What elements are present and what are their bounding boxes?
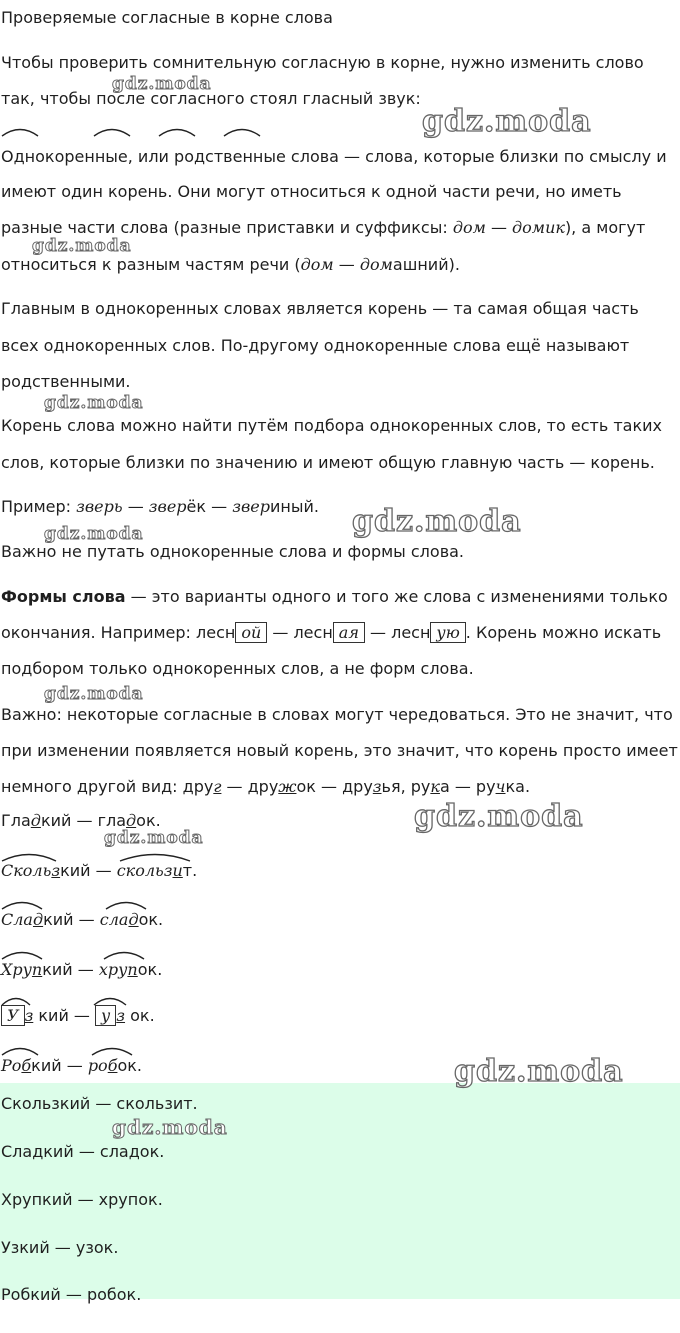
example-word-suffix: ашний xyxy=(392,255,449,274)
pair-letter: д xyxy=(126,811,137,830)
watermark: gdz.moda xyxy=(44,524,144,544)
alternation-line-3 xyxy=(1,777,530,797)
example-word: дом xyxy=(452,218,486,237)
pair-letter: з xyxy=(51,861,61,880)
answer-panel xyxy=(0,1083,680,1304)
pair-root: Хру xyxy=(1,960,32,979)
alt-text: ок — дру xyxy=(296,777,373,796)
dash: — xyxy=(333,255,360,274)
forms-text: окончания. Например: лесн xyxy=(1,623,236,642)
alt-text: ья, ру xyxy=(381,777,431,796)
pair-line-5 xyxy=(1,1056,142,1076)
pair-text: ок. xyxy=(138,910,164,929)
pair-root: Сла xyxy=(1,910,33,929)
answer-line: Хрупкий — хрупок. xyxy=(1,1190,163,1209)
pair-text: Гла xyxy=(1,811,31,830)
pair-letter: и xyxy=(172,861,183,880)
alt-letter: ж xyxy=(278,777,297,796)
watermark: gdz.moda xyxy=(112,1115,228,1139)
example-word-suffix: иный xyxy=(269,497,314,516)
watermark: gdz.moda xyxy=(422,104,592,139)
forms-line-1 xyxy=(1,587,668,607)
pair-text: ок. xyxy=(136,811,161,830)
pair-text: кий — xyxy=(60,861,117,880)
ending-box: ую xyxy=(430,622,465,643)
pair-text: т. xyxy=(182,861,198,880)
alternation-line-1: Важно: некоторые согласные в словах могут чередоваться. Это не значит, что xyxy=(1,705,673,724)
pair-root: ро xyxy=(87,1056,108,1075)
example-line xyxy=(1,497,319,517)
alt-letter: ч xyxy=(495,777,506,796)
pair-text: ок. xyxy=(137,960,163,979)
forms-text: — это варианты одного и того же слова с изменениями только xyxy=(125,587,668,606)
root-line-3: родственными. xyxy=(1,372,131,391)
root-arc-icon xyxy=(222,125,262,137)
root-arc-icon xyxy=(104,898,148,910)
example-word-suffix: ик xyxy=(545,218,565,237)
related-text: ), а могут xyxy=(564,218,646,237)
pair-text: кий — гла xyxy=(40,811,127,830)
related-text: ). xyxy=(448,255,460,274)
example-word-root: звер xyxy=(232,497,270,516)
pair-root: хру xyxy=(98,960,128,979)
forms-text: . Корень можно искать xyxy=(465,623,662,642)
root-arc-icon xyxy=(0,1044,40,1056)
related-line-1: Однокоренные, или родственные слова — слова, которые близки по смыслу и xyxy=(1,147,667,166)
pair-letter: б xyxy=(21,1056,32,1075)
example-label: Пример: xyxy=(1,497,77,516)
answer-line: Узкий — узок. xyxy=(1,1238,119,1257)
ending-box: ая xyxy=(333,622,365,643)
pair-letter: б xyxy=(107,1056,118,1075)
pair-line-4 xyxy=(1,1006,155,1026)
pair-letter: д xyxy=(30,811,41,830)
example-word: дом xyxy=(300,255,334,274)
pair-root: Ро xyxy=(1,1056,22,1075)
intro-line-1: Чтобы проверить сомнительную согласную в корне, нужно изменить слово xyxy=(1,53,644,72)
pair-text: кий — xyxy=(33,1006,96,1025)
alt-text: ка. xyxy=(505,777,531,796)
pair-letter: з xyxy=(24,1006,34,1025)
forms-term: Формы слова xyxy=(1,587,126,606)
answer-line: Сладкий — сладок. xyxy=(1,1142,165,1161)
pair-root: у xyxy=(95,1005,116,1026)
answer-line: Робкий — робок. xyxy=(1,1285,142,1304)
example-word-suffix: ёк xyxy=(186,497,207,516)
pair-text: кий — xyxy=(42,960,99,979)
intro-line-2: так, чтобы после согласного стоял гласный звук: xyxy=(1,89,421,108)
pair-line-2 xyxy=(1,910,163,930)
pair-line-3 xyxy=(1,960,162,980)
watermark: gdz.moda xyxy=(44,393,144,413)
example-word-root: звер xyxy=(148,497,187,516)
alt-letter: з xyxy=(372,777,382,796)
watermark: gdz.moda xyxy=(44,684,144,704)
related-line-2: имеют один корень. Они могут относиться к одной части речи, но иметь xyxy=(1,182,622,201)
root-arc-icon xyxy=(0,125,40,137)
dash: — xyxy=(206,497,233,516)
root-arc-icon xyxy=(0,948,44,960)
root-arc-icon xyxy=(90,1044,134,1056)
related-line-4 xyxy=(1,255,460,275)
root-arc-icon xyxy=(102,948,146,960)
forms-text: — лесн xyxy=(364,623,431,642)
dash: — xyxy=(122,497,149,516)
pair-root: сла xyxy=(99,910,129,929)
root-arc-icon xyxy=(0,898,44,910)
pair-letter: д xyxy=(32,910,44,929)
pair-text: ок. xyxy=(117,1056,142,1075)
pair-letter: п xyxy=(127,960,138,979)
pair-text: кий — xyxy=(43,910,100,929)
answer-line: Скользкий — скользит. xyxy=(1,1094,198,1113)
watermark: gdz.moda xyxy=(32,236,132,256)
alt-text: — дру xyxy=(221,777,279,796)
forms-line-3: подбором только однокоренных слов, а не форм слова. xyxy=(1,659,474,678)
alt-text: а — ру xyxy=(439,777,496,796)
period: . xyxy=(313,497,319,516)
related-text: относиться к разным частям речи ( xyxy=(1,255,301,274)
find-root-line-2: слов, которые близки по значению и имеют общую главную часть — корень. xyxy=(1,453,655,472)
forms-text: — лесн xyxy=(267,623,333,642)
forms-line-2 xyxy=(1,623,661,643)
dash: — xyxy=(485,218,513,237)
example-word-root: дом xyxy=(359,255,393,274)
alternation-line-2: при изменении появляется новый корень, это значит, что корень просто имеет xyxy=(1,741,678,760)
watermark: gdz.moda xyxy=(414,799,584,834)
pair-root: Сколь xyxy=(1,861,52,880)
watermark: gdz.moda xyxy=(352,504,522,539)
watermark: gdz.moda xyxy=(454,1054,624,1089)
related-line-3 xyxy=(1,218,645,238)
page-title: Проверяемые согласные в корне слова xyxy=(1,8,333,27)
find-root-line-1: Корень слова можно найти путём подбора однокоренных слов, то есть таких xyxy=(1,416,663,435)
example-word: зверь xyxy=(76,497,123,516)
root-line-1: Главным в однокоренных словах является корень — та самая общая часть xyxy=(1,299,639,318)
pair-text: кий — xyxy=(31,1056,88,1075)
root-line-2: всех однокоренных слов. По-другому однокоренные слова ещё называют xyxy=(1,336,630,355)
alt-letter: г xyxy=(213,777,222,796)
example-word-root: дом xyxy=(512,218,546,237)
pair-letter: з xyxy=(116,1006,126,1025)
alt-text: немного другой вид: дру xyxy=(1,777,214,796)
watermark: gdz.moda xyxy=(112,74,212,94)
pair-root: скольз xyxy=(116,861,173,880)
root-arc-icon xyxy=(92,125,132,137)
alt-letter: к xyxy=(430,777,440,796)
related-text: разные части слова (разные приставки и суффиксы: xyxy=(1,218,453,237)
pair-line-1 xyxy=(1,861,197,881)
pair-root: У xyxy=(1,1005,25,1026)
pair-text: ок. xyxy=(125,1006,155,1025)
watermark: gdz.moda xyxy=(104,828,204,848)
pair-letter: п xyxy=(31,960,43,979)
forms-warning: Важно не путать однокоренные слова и формы слова. xyxy=(1,542,465,561)
pair-letter: д xyxy=(128,910,139,929)
root-arc-icon xyxy=(157,125,197,137)
ending-box: ой xyxy=(235,622,267,643)
